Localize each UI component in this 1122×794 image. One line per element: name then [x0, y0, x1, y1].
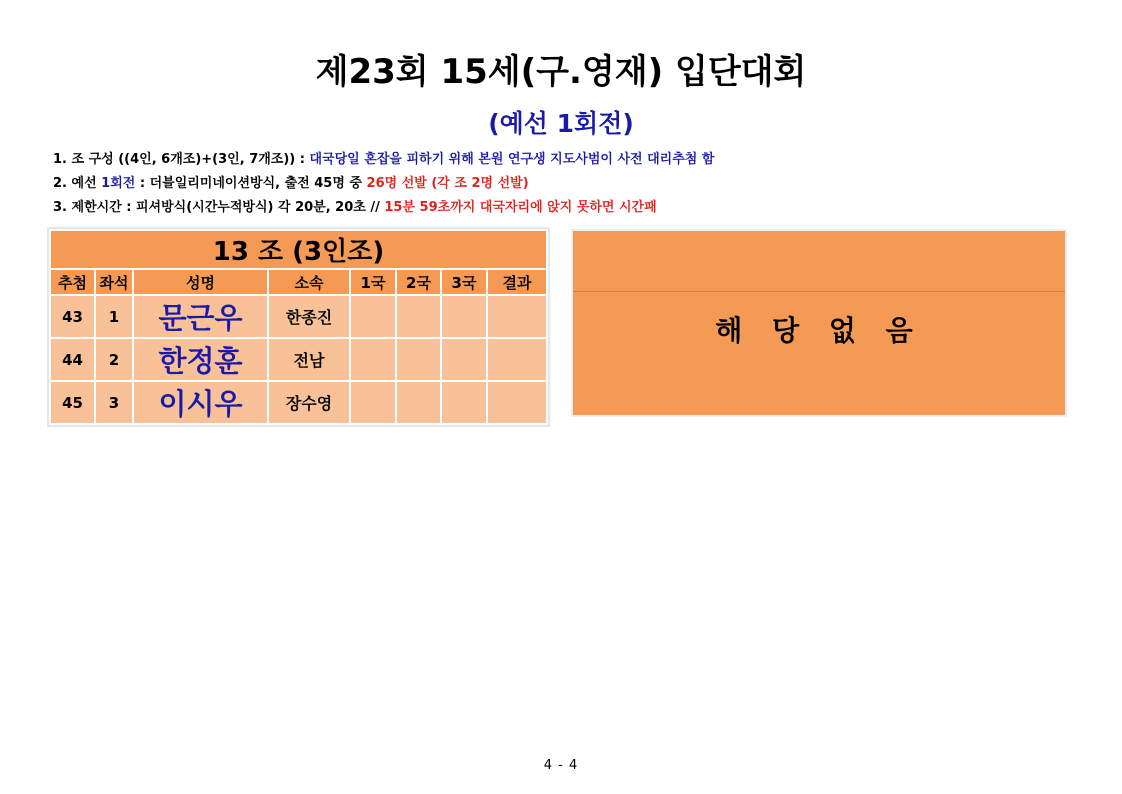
not-applicable-text: 해 당 없 음: [715, 314, 923, 347]
col-header-game1: 1국: [350, 269, 396, 295]
rule-1-text: 1. 조 구성 ((4인, 6개조)+(3인, 7개조)) :: [53, 152, 310, 167]
table-row: [50, 381, 547, 424]
group-table: [49, 229, 548, 425]
rule-2-round: 1회전: [101, 176, 136, 191]
col-header-draw: 추첨: [50, 269, 95, 295]
table-header-row: [50, 269, 547, 295]
draw-number: 45: [50, 381, 95, 424]
draw-number: 44: [50, 338, 95, 381]
rule-3-warning: 15분 59초까지 대국자리에 앉지 못하면 시간패: [384, 200, 657, 215]
col-header-affiliation: 소속: [268, 269, 350, 295]
empty-group-panel: [571, 229, 1067, 417]
rule-2-text: 2. 예선: [53, 176, 102, 191]
rules-block: [53, 148, 714, 220]
game1-cell: [350, 338, 396, 381]
player-name: 문근우: [133, 295, 268, 338]
rule-line-3: [53, 196, 714, 220]
page-subtitle: (예선 1회전): [488, 109, 634, 138]
game1-cell: [350, 295, 396, 338]
game3-cell: [441, 381, 487, 424]
group-title: 13 조 (3인조): [50, 230, 547, 269]
seat-number: 1: [95, 295, 133, 338]
rule-2-selection: 26명 선발 (각 조 2명 선발): [366, 176, 529, 191]
col-header-game2: 2국: [396, 269, 441, 295]
game2-cell: [396, 295, 441, 338]
game3-cell: [441, 338, 487, 381]
rule-line-2: [53, 172, 714, 196]
player-affiliation: 전남: [268, 338, 350, 381]
player-name: 한정훈: [133, 338, 268, 381]
game1-cell: [350, 381, 396, 424]
rule-2-format: : 더블일리미네이션방식, 출전 45명 중: [135, 176, 367, 191]
panel-divider: [573, 291, 1065, 292]
player-name: 이시우: [133, 381, 268, 424]
game2-cell: [396, 338, 441, 381]
result-cell: [487, 338, 547, 381]
page-title: 제23회 15세(구.영재) 입단대회: [315, 52, 807, 92]
col-header-result: 결과: [487, 269, 547, 295]
seat-number: 2: [95, 338, 133, 381]
seat-number: 3: [95, 381, 133, 424]
rule-1-note: 대국당일 혼잡을 피하기 위해 본원 연구생 지도사범이 사전 대리추첨 함: [309, 152, 715, 167]
result-cell: [487, 295, 547, 338]
col-header-name: 성명: [133, 269, 268, 295]
player-affiliation: 한종진: [268, 295, 350, 338]
table-row: [50, 338, 547, 381]
draw-number: 43: [50, 295, 95, 338]
rule-3-text: 3. 제한시간 : 피셔방식(시간누적방식) 각 20분, 20초 //: [53, 200, 385, 215]
game3-cell: [441, 295, 487, 338]
page-number: 4 - 4: [543, 758, 579, 773]
table-row: [50, 295, 547, 338]
player-affiliation: 장수영: [268, 381, 350, 424]
col-header-seat: 좌석: [95, 269, 133, 295]
result-cell: [487, 381, 547, 424]
rule-line-1: [53, 148, 714, 172]
game2-cell: [396, 381, 441, 424]
col-header-game3: 3국: [441, 269, 487, 295]
